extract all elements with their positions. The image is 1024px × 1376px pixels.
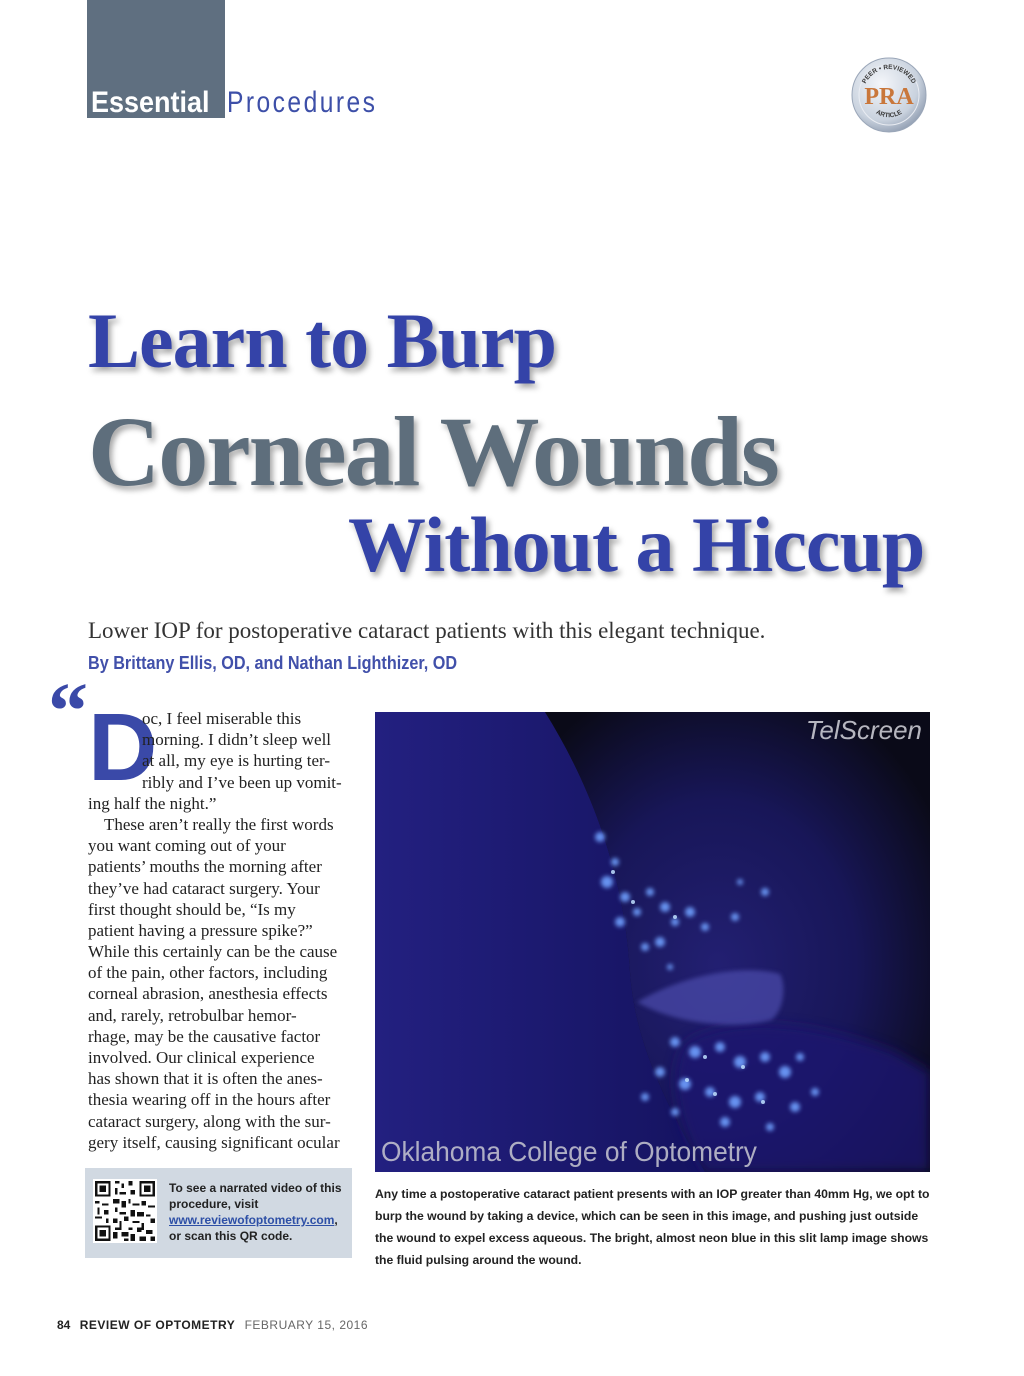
body-line: you want coming out of your — [88, 836, 286, 856]
photo-watermark-top: TelScreen — [805, 715, 922, 745]
body-line: corneal abrasion, anesthesia effects — [88, 984, 328, 1004]
body-line: first thought should be, “Is my — [88, 899, 296, 919]
body-line: and, rarely, retrobulbar hemor- — [88, 1005, 297, 1025]
issue-date: FEBRUARY 15, 2016 — [244, 1318, 369, 1332]
open-quote-mark: “ — [48, 668, 88, 756]
body-line: ing half the night.” — [88, 793, 217, 813]
body-line: While this certainly can be the cause — [88, 942, 338, 962]
body-line: gery itself, causing significant ocular — [88, 1132, 340, 1152]
body-line: thesia wearing off in the hours after — [88, 1090, 331, 1110]
article-byline: By Brittany Ellis, OD, and Nathan Lighthizer, OD — [88, 653, 458, 673]
body-line: ribly and I’ve been up vomit- — [142, 772, 342, 792]
body-line: cataract surgery, along with the sur- — [88, 1111, 331, 1131]
body-line: patients’ mouths the morning after — [88, 857, 322, 877]
body-line: patient having a pressure spike?” — [88, 920, 313, 940]
seal-top-text: PEER • REVIEWED — [861, 63, 917, 85]
body-line: morning. I didn’t sleep well — [142, 730, 332, 750]
seal-letters: PRA — [864, 84, 914, 110]
publication-name: REVIEW OF OPTOMETRY — [79, 1318, 236, 1332]
video-link[interactable]: www.reviewofoptometry.com — [169, 1213, 335, 1227]
body-line: of the pain, other factors, including — [88, 963, 328, 983]
section-label-strong: Essential — [91, 86, 210, 119]
article-body-column — [88, 708, 358, 1153]
body-line: has shown that it is often the anes- — [88, 1069, 323, 1089]
article-subtitle: Lower IOP for postoperative cataract patients with this elegant technique. — [88, 618, 766, 643]
page-number: 84 — [57, 1318, 71, 1332]
title-line-3: Without a Hiccup — [348, 501, 925, 588]
title-line-2: Corneal Wounds — [88, 396, 778, 507]
slit-lamp-image — [375, 712, 930, 1172]
video-callout-text — [169, 1180, 349, 1244]
section-label-light: Procedures — [227, 86, 378, 119]
body-line: at all, my eye is hurting ter- — [142, 751, 331, 771]
peer-reviewed-seal-icon — [851, 57, 927, 133]
body-line: These aren’t really the first words — [104, 814, 334, 834]
title-line-1: Learn to Burp — [88, 297, 557, 384]
video-callout-intro: To see a narrated video of this procedure, visit — [169, 1181, 342, 1211]
photo-watermark-bottom: Oklahoma College of Optometry — [381, 1136, 757, 1167]
page-footer — [57, 1318, 368, 1332]
qr-code-icon[interactable] — [93, 1179, 157, 1243]
body-line: oc, I feel miserable this — [142, 709, 302, 728]
body-line: they’ve had cataract surgery. Your — [88, 878, 320, 898]
figure-caption: Any time a postoperative cataract patient presents with an IOP greater than 40mm Hg, we opt to burp the wound by taking a device, which can be seen in this image, and pushing just outside the wound to expel excess aqueous. The bright, almost neon blue in this slit lamp image shows the fluid pulsing around the wound. — [375, 1187, 930, 1267]
drop-cap: D — [88, 694, 158, 801]
body-line: involved. Our clinical experience — [88, 1048, 315, 1067]
seal-bottom-text: ARTICLE — [874, 108, 904, 120]
video-callout-outro: , or scan this QR code. — [169, 1213, 338, 1243]
slit-lamp-photo — [375, 712, 930, 1172]
section-label — [91, 82, 410, 118]
body-line: rhage, may be the causative factor — [88, 1026, 321, 1046]
